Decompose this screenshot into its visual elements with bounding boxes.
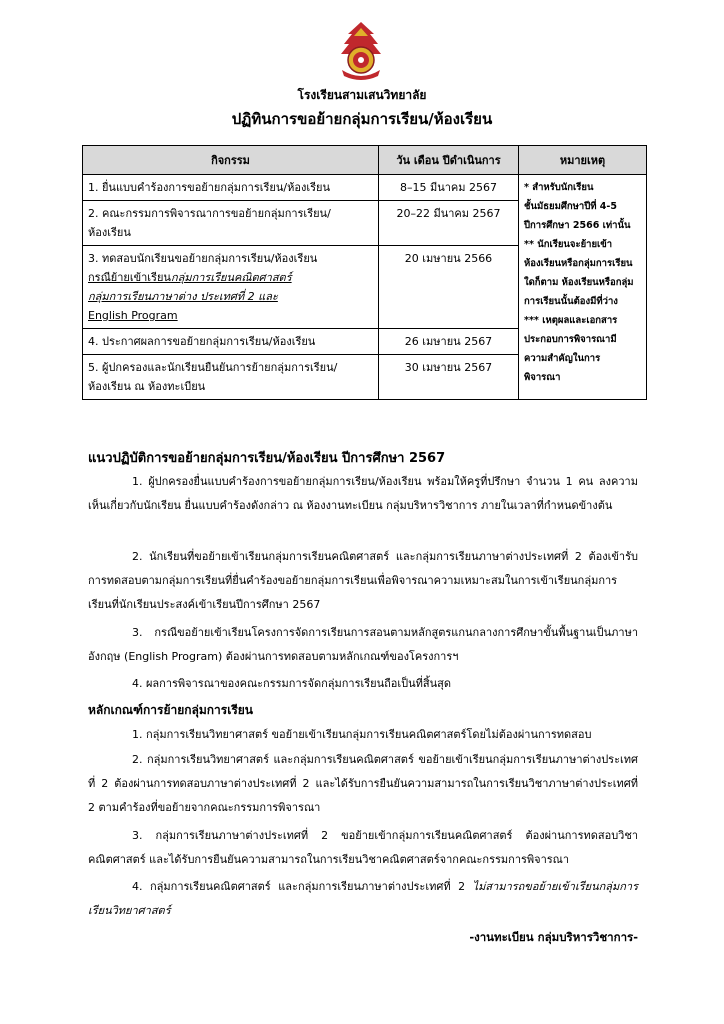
criteria-item bbox=[88, 875, 638, 923]
note-line: ใดก็ตาม ห้องเรียนหรือกลุ่ม bbox=[524, 277, 634, 288]
guideline-item bbox=[88, 672, 638, 696]
criteria-item bbox=[88, 824, 638, 872]
criteria-item bbox=[88, 723, 638, 747]
activity-text: 3. ทดสอบนักเรียนขอย้ายกลุ่มการเรียน/ห้องเรียน bbox=[88, 252, 318, 265]
table-header-row bbox=[83, 146, 647, 175]
guidelines-heading: แนวปฏิบัติการขอย้ายกลุ่มการเรียน/ห้องเรียน ปีการศึกษา 2567 bbox=[88, 451, 446, 466]
school-name: โรงเรียนสามเสนวิทยาลัย bbox=[297, 88, 427, 102]
guideline-item bbox=[88, 621, 638, 669]
note-line: ชั้นมัธยมศึกษาปีที่ 4-5 bbox=[524, 201, 617, 212]
date-cell: 20 เมษายน 2566 bbox=[379, 246, 519, 329]
note-line: ความสำคัญในการ bbox=[524, 353, 601, 364]
activity-case-line3: English Program bbox=[88, 309, 178, 322]
note-line: พิจารณา bbox=[524, 372, 561, 383]
activity-cell: 1. ยื่นแบบคำร้องการขอย้ายกลุ่มการเรียน/ห้องเรียน bbox=[83, 175, 379, 201]
document-title: ปฏิทินการขอย้ายกลุ่มการเรียน/ห้องเรียน bbox=[231, 110, 493, 128]
criteria-text: 2. กลุ่มการเรียนวิทยาศาสตร์ และกลุ่มการเรียนคณิตศาสตร์ ขอย้ายเข้าเรียนกลุ่มการเรียนภาษาต่างประเทศที่ 2 ต้องผ่านการทดสอบภาษาต่างประเทศที่ 2 และได้รับการยืนยันความสามารถในการเรียนวิชาภาษาต่างประเทศที่ 2 ตามคำร้องที่ขอย้ายจากคณะกรรมการพิจารณา bbox=[88, 753, 638, 814]
note-line: ห้องเรียนหรือกลุ่มการเรียน bbox=[524, 258, 633, 269]
criteria-text: 1. กลุ่มการเรียนวิทยาศาสตร์ ขอย้ายเข้าเรียนกลุ่มการเรียนคณิตศาสตร์โดยไม่ต้องผ่านการทดสอบ bbox=[132, 728, 592, 741]
criteria-heading: หลักเกณฑ์การย้ายกลุ่มการเรียน bbox=[88, 703, 253, 717]
school-emblem-logo bbox=[334, 20, 388, 82]
activity-cell bbox=[83, 246, 379, 329]
criteria-item bbox=[88, 748, 638, 820]
date-cell: 30 เมษายน 2567 bbox=[379, 355, 519, 400]
criteria-italic-text: ไม่สามารถขอย้ายเข้าเรียนกลุ่มการเรียนวิทยาศาสตร์ bbox=[88, 880, 638, 917]
note-line: ** นักเรียนจะย้ายเข้า bbox=[524, 239, 613, 250]
guideline-text: 3. กรณีขอย้ายเข้าเรียนโครงการจัดการเรียนการสอนตามหลักสูตรแกนกลางการศึกษาขั้นพื้นฐานเป็นภาษาอังกฤษ (English Program) ต้องผ่านการทดสอบตามหลักเกณฑ์ของโครงการฯ bbox=[88, 626, 638, 663]
column-header-activity: กิจกรรม bbox=[83, 146, 379, 175]
date-cell: 8–15 มีนาคม 2567 bbox=[379, 175, 519, 201]
signature-line: -งานทะเบียน กลุ่มบริหารวิชาการ- bbox=[469, 930, 638, 944]
date-cell: 20–22 มีนาคม 2567 bbox=[379, 201, 519, 246]
schedule-table bbox=[82, 145, 647, 400]
guideline-text: 1. ผู้ปกครองยื่นแบบคำร้องการขอย้ายกลุ่มการเรียน/ห้องเรียน พร้อมให้ครูที่ปรึกษา จำนวน 1 คน ลงความเห็นเกี่ยวกับนักเรียน ยื่นแบบคำร้องดังกล่าว ณ ห้องงานทะเบียน กลุ่มบริหารวิชาการ ภายในเวลาที่กำหนดข้างต้น bbox=[88, 475, 638, 512]
note-line: การเรียนนั้นต้องมีที่ว่าง bbox=[524, 296, 618, 307]
guideline-item bbox=[88, 545, 638, 617]
criteria-text: 3. กลุ่มการเรียนภาษาต่างประเทศที่ 2 ขอย้ายเข้ากลุ่มการเรียนคณิตศาสตร์ ต้องผ่านการทดสอบวิชาคณิตศาสตร์ และได้รับการยืนยันความสามารถในการเรียนวิชาคณิตศาสตร์จากคณะกรรมการพิจารณา bbox=[88, 829, 638, 866]
activity-cell: 4. ประกาศผลการขอย้ายกลุ่มการเรียน/ห้องเรียน bbox=[83, 329, 379, 355]
note-line: ปีการศึกษา 2566 เท่านั้น bbox=[524, 220, 631, 231]
guideline-text: 4. ผลการพิจารณาของคณะกรรมการจัดกลุ่มการเรียนถือเป็นที่สิ้นสุด bbox=[132, 677, 452, 690]
activity-case-line bbox=[88, 268, 373, 287]
activity-case-line2: กลุ่มการเรียนภาษาต่าง ประเทศที่ 2 และ bbox=[88, 290, 278, 303]
activity-case-prefix: กรณีย้ายเข้าเรียน bbox=[88, 271, 171, 284]
guideline-item bbox=[88, 470, 638, 518]
criteria-text: 4. กลุ่มการเรียนคณิตศาสตร์ และกลุ่มการเรียนภาษาต่างประเทศที่ 2 bbox=[132, 880, 473, 893]
note-line: ประกอบการพิจารณามี bbox=[524, 334, 617, 345]
column-header-note: หมายเหตุ bbox=[519, 146, 647, 175]
note-line: * สำหรับนักเรียน bbox=[524, 182, 594, 193]
guideline-text: 2. นักเรียนที่ขอย้ายเข้าเรียนกลุ่มการเรียนคณิตศาสตร์ และกลุ่มการเรียนภาษาต่างประเทศที่ 2 ต้องเข้ารับการทดสอบตามกลุ่มการเรียนที่ยื่นคำร้องขอย้ายกลุ่มการเรียนเพื่อพิจารณาความเหมาะสมในการเข้าเรียนกลุ่มการเรียนที่นักเรียนประสงค์เข้าเรียนปีการศึกษา 2567 bbox=[88, 550, 638, 611]
column-header-date: วัน เดือน ปีดำเนินการ bbox=[379, 146, 519, 175]
note-line: *** เหตุผลและเอกสาร bbox=[524, 315, 618, 326]
activity-case-italic: กลุ่มการเรียนคณิตศาสตร์ bbox=[170, 271, 292, 284]
note-cell bbox=[519, 175, 647, 400]
date-cell: 26 เมษายน 2567 bbox=[379, 329, 519, 355]
table-row bbox=[83, 175, 647, 201]
activity-cell: 5. ผู้ปกครองและนักเรียนยืนยันการย้ายกลุ่มการเรียน/ ห้องเรียน ณ ห้องทะเบียน bbox=[83, 355, 379, 400]
activity-cell: 2. คณะกรรมการพิจารณาการขอย้ายกลุ่มการเรียน/ ห้องเรียน bbox=[83, 201, 379, 246]
